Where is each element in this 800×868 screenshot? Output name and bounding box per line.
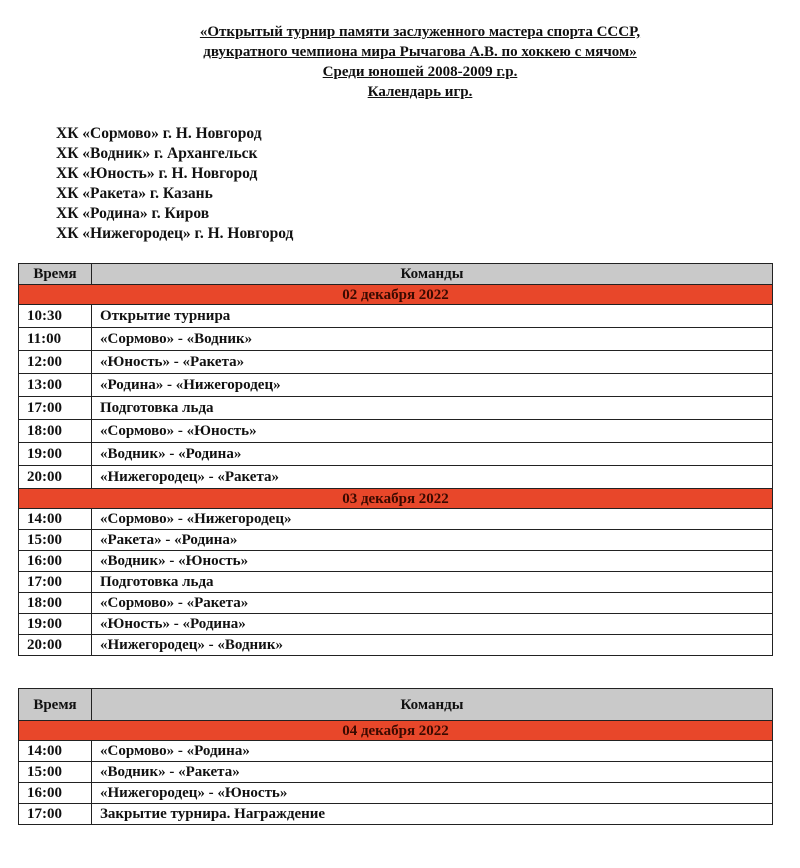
team-item: ХК «Сормово» г. Н. Новгород bbox=[56, 125, 262, 142]
table-row bbox=[19, 328, 773, 351]
table-header-row bbox=[19, 689, 773, 721]
column-header-teams: Команды bbox=[92, 689, 773, 721]
game-time: 11:00 bbox=[19, 328, 92, 351]
game-time: 17:00 bbox=[19, 804, 92, 825]
game-time: 13:00 bbox=[19, 374, 92, 397]
game-match: «Сормово» - «Нижегородец» bbox=[92, 509, 773, 530]
game-match: «Сормово» - «Водник» bbox=[92, 328, 773, 351]
table-row bbox=[19, 420, 773, 443]
team-item: ХК «Юность» г. Н. Новгород bbox=[56, 165, 258, 182]
table-row bbox=[19, 466, 773, 489]
game-match: «Водник» - «Родина» bbox=[92, 443, 773, 466]
table-row bbox=[19, 509, 773, 530]
table-row bbox=[19, 762, 773, 783]
game-match: «Нижегородец» - «Водник» bbox=[92, 635, 773, 656]
date-row bbox=[19, 721, 773, 741]
date-label: 04 декабря 2022 bbox=[19, 721, 773, 741]
title-line-3: Среди юношей 2008-2009 г.р. bbox=[322, 64, 518, 80]
table-row bbox=[19, 741, 773, 762]
table-row bbox=[19, 551, 773, 572]
table-row bbox=[19, 351, 773, 374]
game-match: «Нижегородец» - «Юность» bbox=[92, 783, 773, 804]
table-row bbox=[19, 804, 773, 825]
game-match: Подготовка льда bbox=[92, 572, 773, 593]
team-item: ХК «Водник» г. Архангельск bbox=[56, 145, 258, 162]
title-line-1: «Открытый турнир памяти заслуженного мастера спорта СССР, bbox=[199, 24, 641, 40]
game-match: «Сормово» - «Родина» bbox=[92, 741, 773, 762]
game-match: «Водник» - «Ракета» bbox=[92, 762, 773, 783]
date-label: 02 декабря 2022 bbox=[19, 285, 773, 305]
table-row bbox=[19, 593, 773, 614]
column-header-time: Время bbox=[19, 689, 92, 721]
date-label: 03 декабря 2022 bbox=[19, 489, 773, 509]
table-row bbox=[19, 635, 773, 656]
team-item: ХК «Ракета» г. Казань bbox=[56, 185, 213, 202]
document-title bbox=[0, 22, 800, 102]
date-row bbox=[19, 489, 773, 509]
column-header-teams: Команды bbox=[92, 264, 773, 285]
game-match: Открытие турнира bbox=[92, 305, 773, 328]
schedule-table-1 bbox=[18, 263, 773, 656]
game-time: 18:00 bbox=[19, 593, 92, 614]
title-line-2: двукратного чемпиона мира Рычагова А.В. по хоккею с мячом» bbox=[203, 44, 637, 60]
date-row bbox=[19, 285, 773, 305]
game-time: 12:00 bbox=[19, 351, 92, 374]
team-item: ХК «Родина» г. Киров bbox=[56, 205, 210, 222]
game-time: 19:00 bbox=[19, 614, 92, 635]
table-row bbox=[19, 305, 773, 328]
game-match: «Родина» - «Нижегородец» bbox=[92, 374, 773, 397]
game-time: 16:00 bbox=[19, 783, 92, 804]
table-row bbox=[19, 397, 773, 420]
table-header-row bbox=[19, 264, 773, 285]
game-match: «Сормово» - «Ракета» bbox=[92, 593, 773, 614]
game-time: 20:00 bbox=[19, 635, 92, 656]
game-match: «Юность» - «Родина» bbox=[92, 614, 773, 635]
game-time: 18:00 bbox=[19, 420, 92, 443]
schedule-table-2 bbox=[18, 688, 773, 825]
game-time: 20:00 bbox=[19, 466, 92, 489]
table-row bbox=[19, 443, 773, 466]
game-time: 17:00 bbox=[19, 572, 92, 593]
game-match: «Ракета» - «Родина» bbox=[92, 530, 773, 551]
game-time: 17:00 bbox=[19, 397, 92, 420]
table-row bbox=[19, 530, 773, 551]
column-header-time: Время bbox=[19, 264, 92, 285]
game-match: «Водник» - «Юность» bbox=[92, 551, 773, 572]
game-time: 14:00 bbox=[19, 509, 92, 530]
title-line-4: Календарь игр. bbox=[367, 84, 473, 100]
game-time: 10:30 bbox=[19, 305, 92, 328]
table-row bbox=[19, 374, 773, 397]
game-match: «Сормово» - «Юность» bbox=[92, 420, 773, 443]
table-row bbox=[19, 783, 773, 804]
team-item: ХК «Нижегородец» г. Н. Новгород bbox=[56, 225, 294, 242]
game-time: 14:00 bbox=[19, 741, 92, 762]
table-row bbox=[19, 614, 773, 635]
game-time: 15:00 bbox=[19, 762, 92, 783]
table-row bbox=[19, 572, 773, 593]
game-match: Закрытие турнира. Награждение bbox=[92, 804, 773, 825]
game-match: «Нижегородец» - «Ракета» bbox=[92, 466, 773, 489]
team-list bbox=[56, 124, 293, 244]
game-time: 19:00 bbox=[19, 443, 92, 466]
game-time: 15:00 bbox=[19, 530, 92, 551]
game-time: 16:00 bbox=[19, 551, 92, 572]
game-match: Подготовка льда bbox=[92, 397, 773, 420]
game-match: «Юность» - «Ракета» bbox=[92, 351, 773, 374]
